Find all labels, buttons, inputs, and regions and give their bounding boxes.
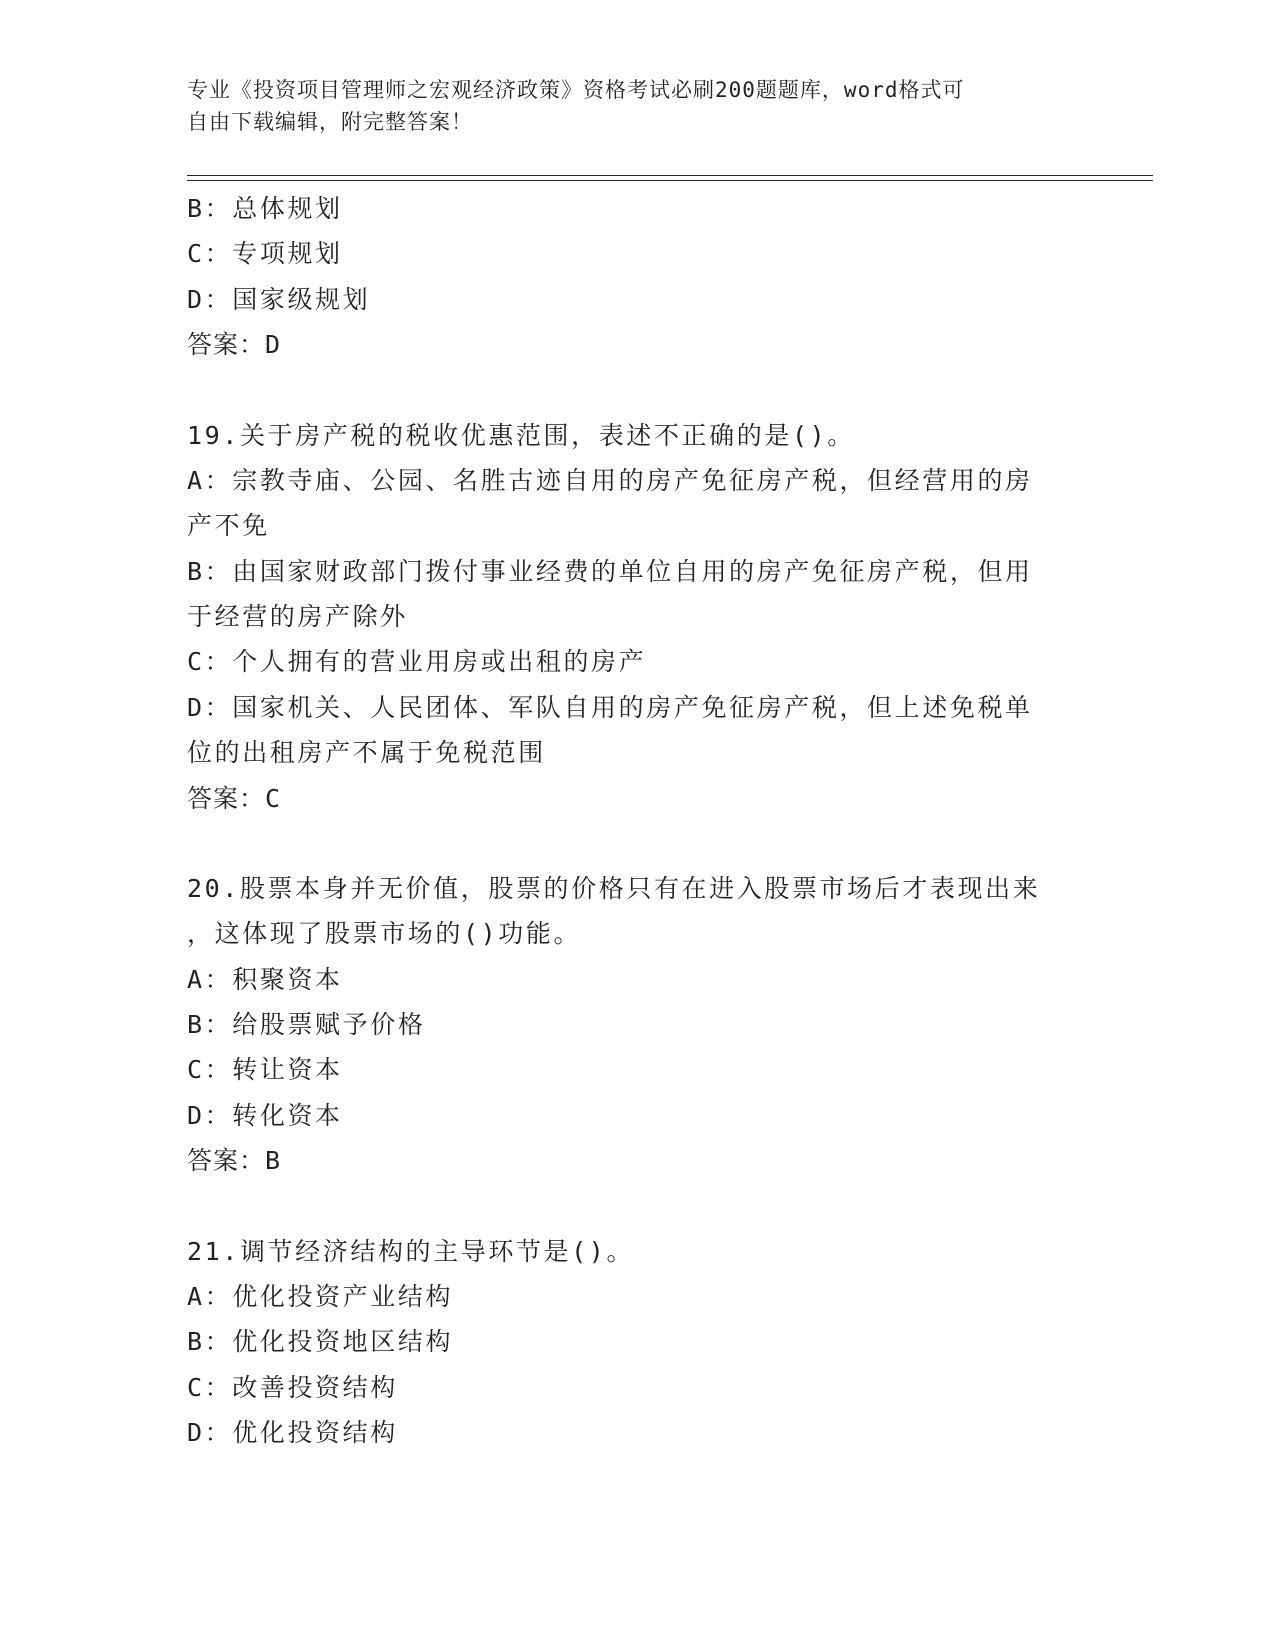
option-a-q19: A：宗教寺庙、公园、名胜古迹自用的房产免征房产税，但经营用的房 [187,466,1033,495]
option-c-q19: C：个人拥有的营业用房或出租的房产 [187,647,647,676]
question-20: 20.股票本身并无价值，股票的价格只有在进入股票市场后才表现出来 [187,874,1041,903]
option-b-q19-cont: 于经营的房产除外 [187,602,408,631]
header-rule-bottom [187,180,1153,181]
document-header [187,74,1087,138]
option-b-q18: B：总体规划 [187,194,343,223]
option-c-q21: C：改善投资结构 [187,1373,398,1402]
option-a-q20: A：积聚资本 [187,965,343,994]
option-c-q20: C：转让资本 [187,1055,343,1084]
option-a-q19-cont: 产不免 [187,511,270,540]
option-d-q20: D：转化资本 [187,1101,343,1130]
option-d-q19: D：国家机关、人民团体、军队自用的房产免征房产税，但上述免税单 [187,693,1033,722]
option-a-q21: A：优化投资产业结构 [187,1282,454,1311]
header-line-2: 自由下载编辑，附完整答案！ [187,110,473,134]
answer-q20: 答案：B [187,1146,282,1175]
header-rule-top [187,175,1153,176]
option-d-q19-cont: 位的出租房产不属于免税范围 [187,738,546,767]
answer-q18: 答案：D [187,330,282,359]
question-20-cont: ，这体现了股票市场的()功能。 [187,919,582,948]
option-d-q18: D：国家级规划 [187,285,371,314]
option-b-q20: B：给股票赋予价格 [187,1010,426,1039]
answer-q19: 答案：C [187,784,282,813]
header-line-1: 专业《投资项目管理师之宏观经济政策》资格考试必刷200题题库，word格式可 [187,78,965,102]
option-d-q21: D：优化投资结构 [187,1418,398,1447]
question-19: 19.关于房产税的税收优惠范围，表述不正确的是()。 [187,421,855,450]
option-b-q19: B：由国家财政部门拨付事业经费的单位自用的房产免征房产税，但用 [187,557,1033,586]
question-21: 21.调节经济结构的主导环节是()。 [187,1237,635,1266]
option-c-q18: C：专项规划 [187,239,343,268]
option-b-q21: B：优化投资地区结构 [187,1327,454,1356]
